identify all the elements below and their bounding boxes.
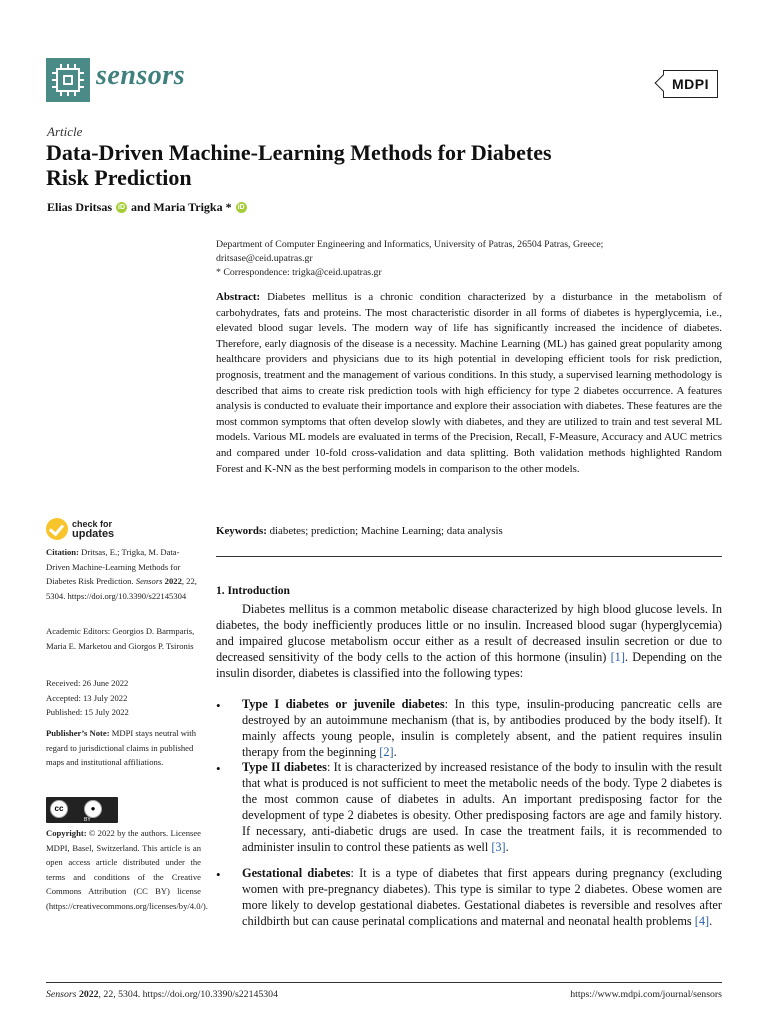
citation-doi[interactable]: , 22, 5304. https://doi.org/10.3390/s22145304 [46,576,197,601]
list-item-text: : In this type, insulin-producing pancreatic cells are destroyed by an autoimmune mechanism (that is, by antibodies produced by the body itself). It mainly affects young people, insulin is completely absent, and the patient requires insulin therapy from the beginning [242,697,722,759]
list-item-end: . [505,839,509,854]
citation-year: 2022 [164,576,182,587]
check-updates-button[interactable] [46,518,146,542]
affiliation-email[interactable]: dritsase@ceid.upatras.gr [216,253,313,264]
copyright [46,826,208,914]
abstract [216,290,722,477]
checkmark-icon [46,518,68,540]
paragraph-text: . Depending on the insulin disorder, diabetes is classified into the following types: [216,649,722,680]
footer-url[interactable]: https://www.mdpi.com/journal/sensors [570,989,722,1000]
citation-link[interactable]: [3] [491,839,506,854]
cc-by-label: BY [84,817,91,823]
list-item-end: . [393,744,397,759]
note-label: Publisher’s Note: [46,728,110,738]
footer-doi[interactable]: , 22, 5304. https://doi.org/10.3390/s22145304 [98,989,278,1000]
received-date: Received: 26 June 2022 [46,678,129,688]
keywords [216,525,722,537]
copyright-text: © 2022 by the authors. Licensee MDPI, Basel, Switzerland. This article is an open access article distributed under the terms and conditions of the Creative Commons Attribution (CC BY) license (https://creativecommons.org/licenses/by/4.0/). [46,828,208,911]
page-title [46,140,686,190]
list-item [242,866,722,930]
list-item-text: : It is characterized by increased resistance of the body to insulin with the result that what is produced is not sufficient to meet the metabolic needs of the body. Type 2 diabetes is the most common cause of diabetes in adults. An important predisposing factor for the development of type 2 diabetes is obesity. Other predisposing factors are age and family history. If necessary, anti-diabetic drugs are used. In case the treatment fails, it is recommended to administer insulin to control these patients as well [242,760,722,854]
footer-journal: Sensors [46,989,77,1000]
divider [46,982,722,983]
list-item-label: Type II diabetes [242,760,327,774]
article-type: Article [47,124,83,139]
list-item [242,697,722,761]
affiliation-dept: Department of Computer Engineering and Informatics, University of Patras, 26504 Patras, Greece; [216,239,604,250]
footer-citation [46,989,278,1000]
list-item-text: : It is a type of diabetes that first appears during pregnancy (excluding women with pre-pregnancy diabetes). This type is similar to type 2 diabetes. Obese women are more likely to develop gestational diabetes. Gestational diabetes is reversible and resolves after childbirth but can cause perinatal complications and maternal and neonatal health problems [242,866,722,928]
footer-year: 2022 [78,989,99,1000]
list-item-label: Type I diabetes or juvenile diabetes [242,697,445,711]
authors [47,200,247,215]
affiliation [216,238,736,280]
list-item [242,760,722,855]
author-name: and Maria Trigka * [131,200,232,214]
abstract-text: Diabetes mellitus is a chronic condition characterized by a disturbance in the metabolism of carbohydrates, fats and proteins. The most characteristic disorder in all forms of diabetes is hyperglycemia, i.e., elevated blood sugar levels. The modern way of life has significantly increased the incidence of diabetes. Therefore, early diagnosis of the disease is a necessity. Machine Learning (ML) has gained great popularity among healthcare providers and physicians due to its high potential in developing efficient tools for risk prediction, prognosis, treatment and the management of various conditions. In this study, a supervised learning methodology is described that aims to create risk prediction tools with high efficiency for type 2 diabetes occurrence. A features analysis is conducted to evaluate their importance and explore their association with diabetes. These features are the most common symptoms that often develop slowly with diabetes, and they are utilized to train and test several ML models. Various ML models are evaluated in terms of the Precision, Recall, F-Measure, Accuracy and AUC metrics and compared under 10-fold cross-validation and data splitting. Both validation methods highlighted Random Forest and K-NN as the best performing models in comparison to the other models. [216,291,722,475]
keywords-label: Keywords: [216,525,267,537]
check-updates-line: updates [72,528,115,540]
academic-editors: Academic Editors: Georgios D. Barmparis, Maria E. Marketou and Giorgos P. Tsironis [46,626,195,651]
list-item-end: . [709,913,713,928]
accepted-date: Accepted: 13 July 2022 [46,692,128,703]
copyright-label: Copyright: [46,828,87,838]
citation-label: Citation: [46,547,79,557]
dates [46,676,201,720]
citation [46,545,201,603]
check-updates-line: check for [72,519,113,529]
citation-journal: Sensors [135,576,163,587]
bullet-icon: • [216,867,221,882]
orcid-icon[interactable]: iD [237,204,245,211]
journal-logo-icon [46,58,90,102]
published-date: Published: 15 July 2022 [46,707,129,718]
title-line: Risk Prediction [46,165,192,190]
journal-name[interactable]: sensors [96,60,186,91]
author-name: Elias Dritsas [47,200,113,214]
correspondence: * Correspondence: trigka@ceid.upatras.gr [216,267,382,278]
bullet-icon: • [216,698,221,713]
citation-link[interactable]: [4] [694,913,710,928]
note-text: MDPI stays neutral with regard to jurisdictional claims in published maps and institutional affiliations. [46,728,196,768]
section-heading: 1. Introduction [216,585,290,597]
keywords-text: diabetes; prediction; Machine Learning; data analysis [269,525,503,537]
list-item-label: Gestational diabetes [242,866,351,880]
citation-link[interactable]: [2] [379,744,394,759]
cc-license-icon[interactable] [46,797,118,823]
orcid-icon[interactable]: iD [118,204,126,211]
intro-paragraph [216,602,722,682]
abstract-label: Abstract: [216,291,261,303]
person-icon: ● [84,800,102,818]
title-line: Data-Driven Machine-Learning Methods for Diabetes [46,140,552,165]
divider [216,556,722,557]
publisher-logo[interactable]: MDPI [663,70,718,98]
publisher-note [46,726,201,770]
citation-text: Dritsas, E.; Trigka, M. Data-Driven Machine-Learning Methods for Diabetes Risk Prediction. [46,547,181,587]
bullet-icon: • [216,761,221,776]
citation-link[interactable]: [1] [610,649,625,664]
paragraph-text: Diabetes mellitus is a common metabolic disease characterized by high blood glucose levels. In diabetes, the body inefficiently produces little or no insulin. Increased blood sugar (hyperglycemia) and impaired glucose metabolism occur either as a result of decreased insulin secretion or due to decreased sensitivity of the body cells to the action of this hormone (insulin) [216,602,722,664]
cc-icon: cc [50,800,68,818]
